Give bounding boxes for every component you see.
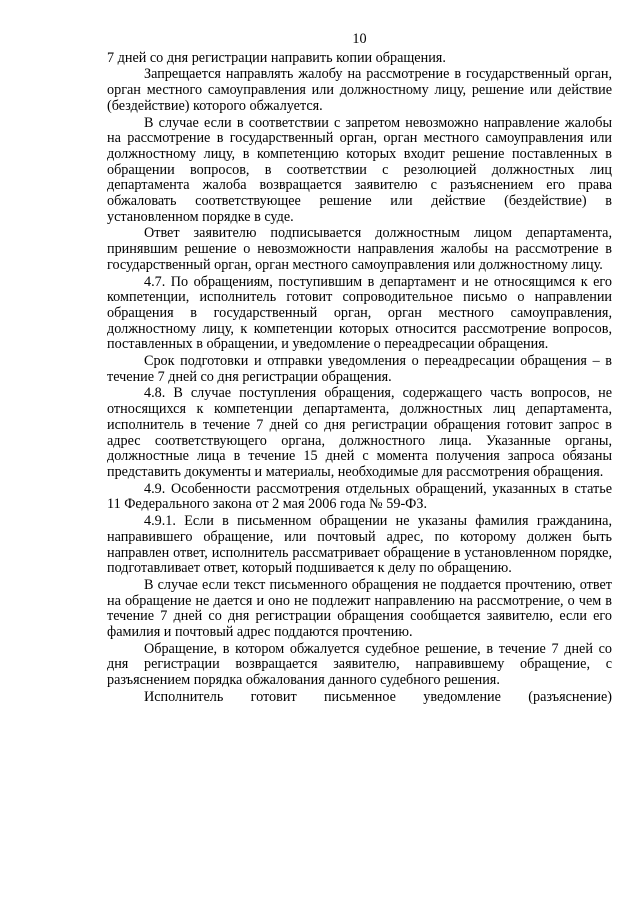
paragraph-notice-start: Исполнитель готовит письменное уведомление (разъяснение) bbox=[144, 688, 612, 705]
document-page bbox=[107, 32, 612, 707]
paragraph-section-4-9-1: 4.9.1. Если в письменном обращении не указаны фамилия гражданина, направившего обращение, или почтовый адрес, по которому должен быть направлен ответ, исполнитель рассматривает обращение в установленном порядке, подготавливает ответ, который подшивается к делу по обращению. bbox=[107, 513, 612, 577]
paragraph-section-4-9: 4.9. Особенности рассмотрения отдельных обращений, указанных в статье 11 Федерального закона от 2 мая 2006 года № 59-ФЗ. bbox=[107, 480, 612, 513]
paragraph-section-4-7: 4.7. По обращениям, поступившим в департамент и не относящимся к его компетенции, исполнитель готовит сопроводительное письмо о направлении обращения в государственный орган, орган местного самоуправления, должностному лицу, к компетенции которых относится рассмотрение вопросов, поставленных в обращении, и уведомление о переадресации обращения. bbox=[107, 273, 612, 353]
paragraph-complaint-return: В случае если в соответствии с запретом невозможно направление жалобы на рассмотрение в государственный орган, орган местного самоуправления или должностному лицу, в компетенцию которых входит решение поставленных в обращении вопросов, в соответствии с резолюцией должностных лиц департамента жалоба возвращается заявителю с разъяснением его права обжаловать соответствующее решение или действие (бездействие) в установленном порядке в суде. bbox=[107, 114, 612, 225]
paragraph-court-decision: Обращение, в котором обжалуется судебное решение, в течение 7 дней со дня регистрации возвращается заявителю, направившему обращение, с разъяснением порядка обжалования данного судебного решения. bbox=[107, 640, 612, 689]
paragraph-complaint-prohibition: Запрещается направлять жалобу на рассмотрение в государственный орган, орган местного самоуправления или должностному лицу, решение или действие (бездействие) которого обжалуется. bbox=[107, 66, 612, 114]
paragraph-reply-signing: Ответ заявителю подписывается должностным лицом департамента, принявшим решение о невозможности направления жалобы на рассмотрение в государственный орган, орган местного самоуправления или должностному лицу. bbox=[107, 225, 612, 273]
paragraph-continuation: 7 дней со дня регистрации направить копии обращения. bbox=[107, 49, 446, 66]
paragraph-section-4-8: 4.8. В случае поступления обращения, содержащего часть вопросов, не относящихся к компетенции департамента, должностных лиц департамента, исполнитель в течение 7 дней со дня регистрации обращения готовит запрос в адрес соответствующего органа, должностного лица. Указанные органы, должностные лица в течение 15 дней с момента получения запроса обязаны представить документы и материалы, необходимые для рассмотрения обращения. bbox=[107, 385, 612, 480]
paragraph-unreadable-text: В случае если текст письменного обращения не поддается прочтению, ответ на обращение не дается и оно не подлежит направлению на рассмотрение, о чем в течение 7 дней со дня регистрации обращения сообщается заявителю, если его фамилия и почтовый адрес поддаются прочтению. bbox=[107, 576, 612, 641]
paragraph-redirect-deadline: Срок подготовки и отправки уведомления о переадресации обращения – в течение 7 дней со дня регистрации обращения. bbox=[107, 353, 612, 385]
page-number: 10 bbox=[352, 31, 367, 47]
